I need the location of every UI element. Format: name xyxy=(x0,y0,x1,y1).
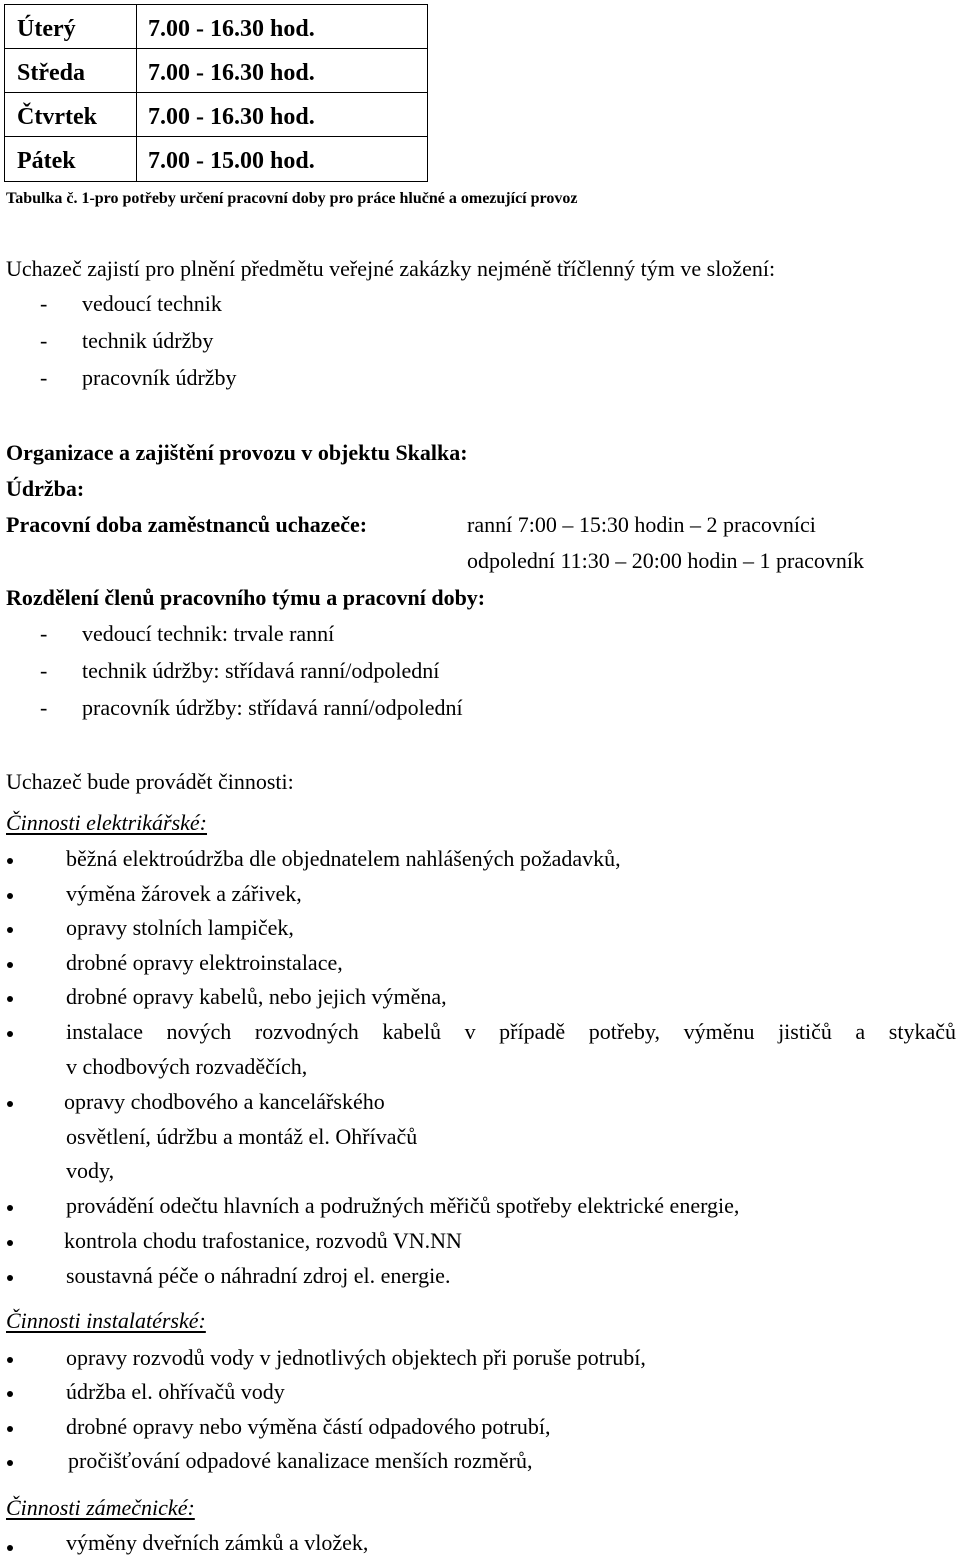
table-cell-hours: 7.00 - 15.00 hod. xyxy=(148,148,315,174)
dash-marker: - xyxy=(40,365,48,390)
dash-marker: - xyxy=(40,621,48,646)
bullet-icon xyxy=(7,1240,13,1246)
table-row-divider xyxy=(5,48,427,49)
table-column-divider xyxy=(136,5,137,181)
electrical-item: výměna žárovek a zářivek, xyxy=(66,881,302,906)
division-item: pracovník údržby: střídavá ranní/odpolední xyxy=(82,695,463,720)
bullet-icon xyxy=(7,1357,13,1363)
electrical-item: soustavná péče o náhradní zdroj el. energie. xyxy=(66,1263,451,1288)
team-member: pracovník údržby xyxy=(82,365,237,390)
bullet-icon xyxy=(7,1205,13,1211)
bullet-icon xyxy=(7,893,13,899)
dash-marker: - xyxy=(40,695,48,720)
electrical-item: drobné opravy elektroinstalace, xyxy=(66,950,343,975)
bullet-icon xyxy=(7,1031,13,1037)
plumbing-item: opravy rozvodů vody v jednotlivých objektech při poruše potrubí, xyxy=(66,1345,646,1370)
table-cell-hours: 7.00 - 16.30 hod. xyxy=(148,60,315,86)
shift-afternoon: odpolední 11:30 – 20:00 hodin – 1 pracovník xyxy=(467,548,864,573)
bullet-icon xyxy=(7,1545,13,1551)
bullet-icon xyxy=(7,927,13,933)
locksmith-item: výměny dveřních zámků a vložek, xyxy=(66,1530,369,1555)
division-heading: Rozdělení členů pracovního týmu a pracovní doby: xyxy=(6,585,486,610)
locksmith-heading: Činnosti zámečnické: xyxy=(6,1495,195,1520)
bullet-icon xyxy=(7,1426,13,1432)
plumbing-item: drobné opravy nebo výměna částí odpadového potrubí, xyxy=(66,1414,551,1439)
electrical-item-continuation: vody, xyxy=(66,1158,115,1183)
plumbing-item: údržba el. ohřívačů vody xyxy=(66,1379,285,1404)
table-cell-hours: 7.00 - 16.30 hod. xyxy=(148,104,315,130)
organization-heading: Organizace a zajištění provozu v objektu Skalka: xyxy=(6,440,468,465)
dash-marker: - xyxy=(40,658,48,683)
electrical-item: kontrola chodu trafostanice, rozvodů VN.NN xyxy=(64,1228,462,1253)
bullet-icon xyxy=(7,962,13,968)
table-row-divider xyxy=(5,92,427,93)
bullet-icon xyxy=(7,1460,13,1466)
electrical-item: provádění odečtu hlavních a podružných měřičů spotřeby elektrické energie, xyxy=(66,1193,740,1218)
shift-morning: ranní 7:00 – 15:30 hodin – 2 pracovníci xyxy=(467,512,816,537)
work-time-label: Pracovní doba zaměstnanců uchazeče: xyxy=(6,512,368,537)
table-caption: Tabulka č. 1-pro potřeby určení pracovní doby pro práce hlučné a omezující provoz xyxy=(6,190,578,207)
plumbing-item: pročišťování odpadové kanalizace menších rozměrů, xyxy=(68,1448,533,1473)
bullet-icon xyxy=(7,1275,13,1281)
electrical-item-continuation: v chodbových rozvaděčích, xyxy=(66,1054,308,1079)
electrical-item: drobné opravy kabelů, nebo jejich výměna, xyxy=(66,984,447,1009)
electrical-item: instalace nových rozvodných kabelů v případě potřeby, výměnu jističů a stykačů xyxy=(66,1019,956,1044)
dash-marker: - xyxy=(40,291,48,316)
table-cell-day: Středa xyxy=(17,60,85,86)
bullet-icon xyxy=(7,858,13,864)
table-cell-day: Čtvrtek xyxy=(17,104,97,130)
electrical-item-continuation: osvětlení, údržbu a montáž el. Ohřívačů xyxy=(66,1124,418,1149)
team-intro: Uchazeč zajistí pro plnění předmětu veřejné zakázky nejméně tříčlenný tým ve složení: xyxy=(6,256,776,281)
activities-intro: Uchazeč bude provádět činnosti: xyxy=(6,769,294,794)
team-member: technik údržby xyxy=(82,328,214,353)
plumbing-heading: Činnosti instalatérské: xyxy=(6,1308,206,1333)
electrical-item: opravy chodbového a kancelářského xyxy=(64,1089,385,1114)
division-item: vedoucí technik: trvale ranní xyxy=(82,621,335,646)
table-row-divider xyxy=(5,136,427,137)
team-member: vedoucí technik xyxy=(82,291,222,316)
bullet-icon xyxy=(7,1391,13,1397)
division-item: technik údržby: střídavá ranní/odpolední xyxy=(82,658,440,683)
bullet-icon xyxy=(7,1101,13,1107)
dash-marker: - xyxy=(40,328,48,353)
maintenance-heading: Údržba: xyxy=(6,476,85,501)
table-cell-day: Pátek xyxy=(17,148,76,174)
schedule-table xyxy=(4,4,428,182)
bullet-icon xyxy=(7,996,13,1002)
table-cell-day: Úterý xyxy=(17,16,76,42)
electrical-item: opravy stolních lampiček, xyxy=(66,915,294,940)
electrical-item: běžná elektroúdržba dle objednatelem nahlášených požadavků, xyxy=(66,846,621,871)
electrical-heading: Činnosti elektrikářské: xyxy=(6,810,208,835)
table-cell-hours: 7.00 - 16.30 hod. xyxy=(148,16,315,42)
